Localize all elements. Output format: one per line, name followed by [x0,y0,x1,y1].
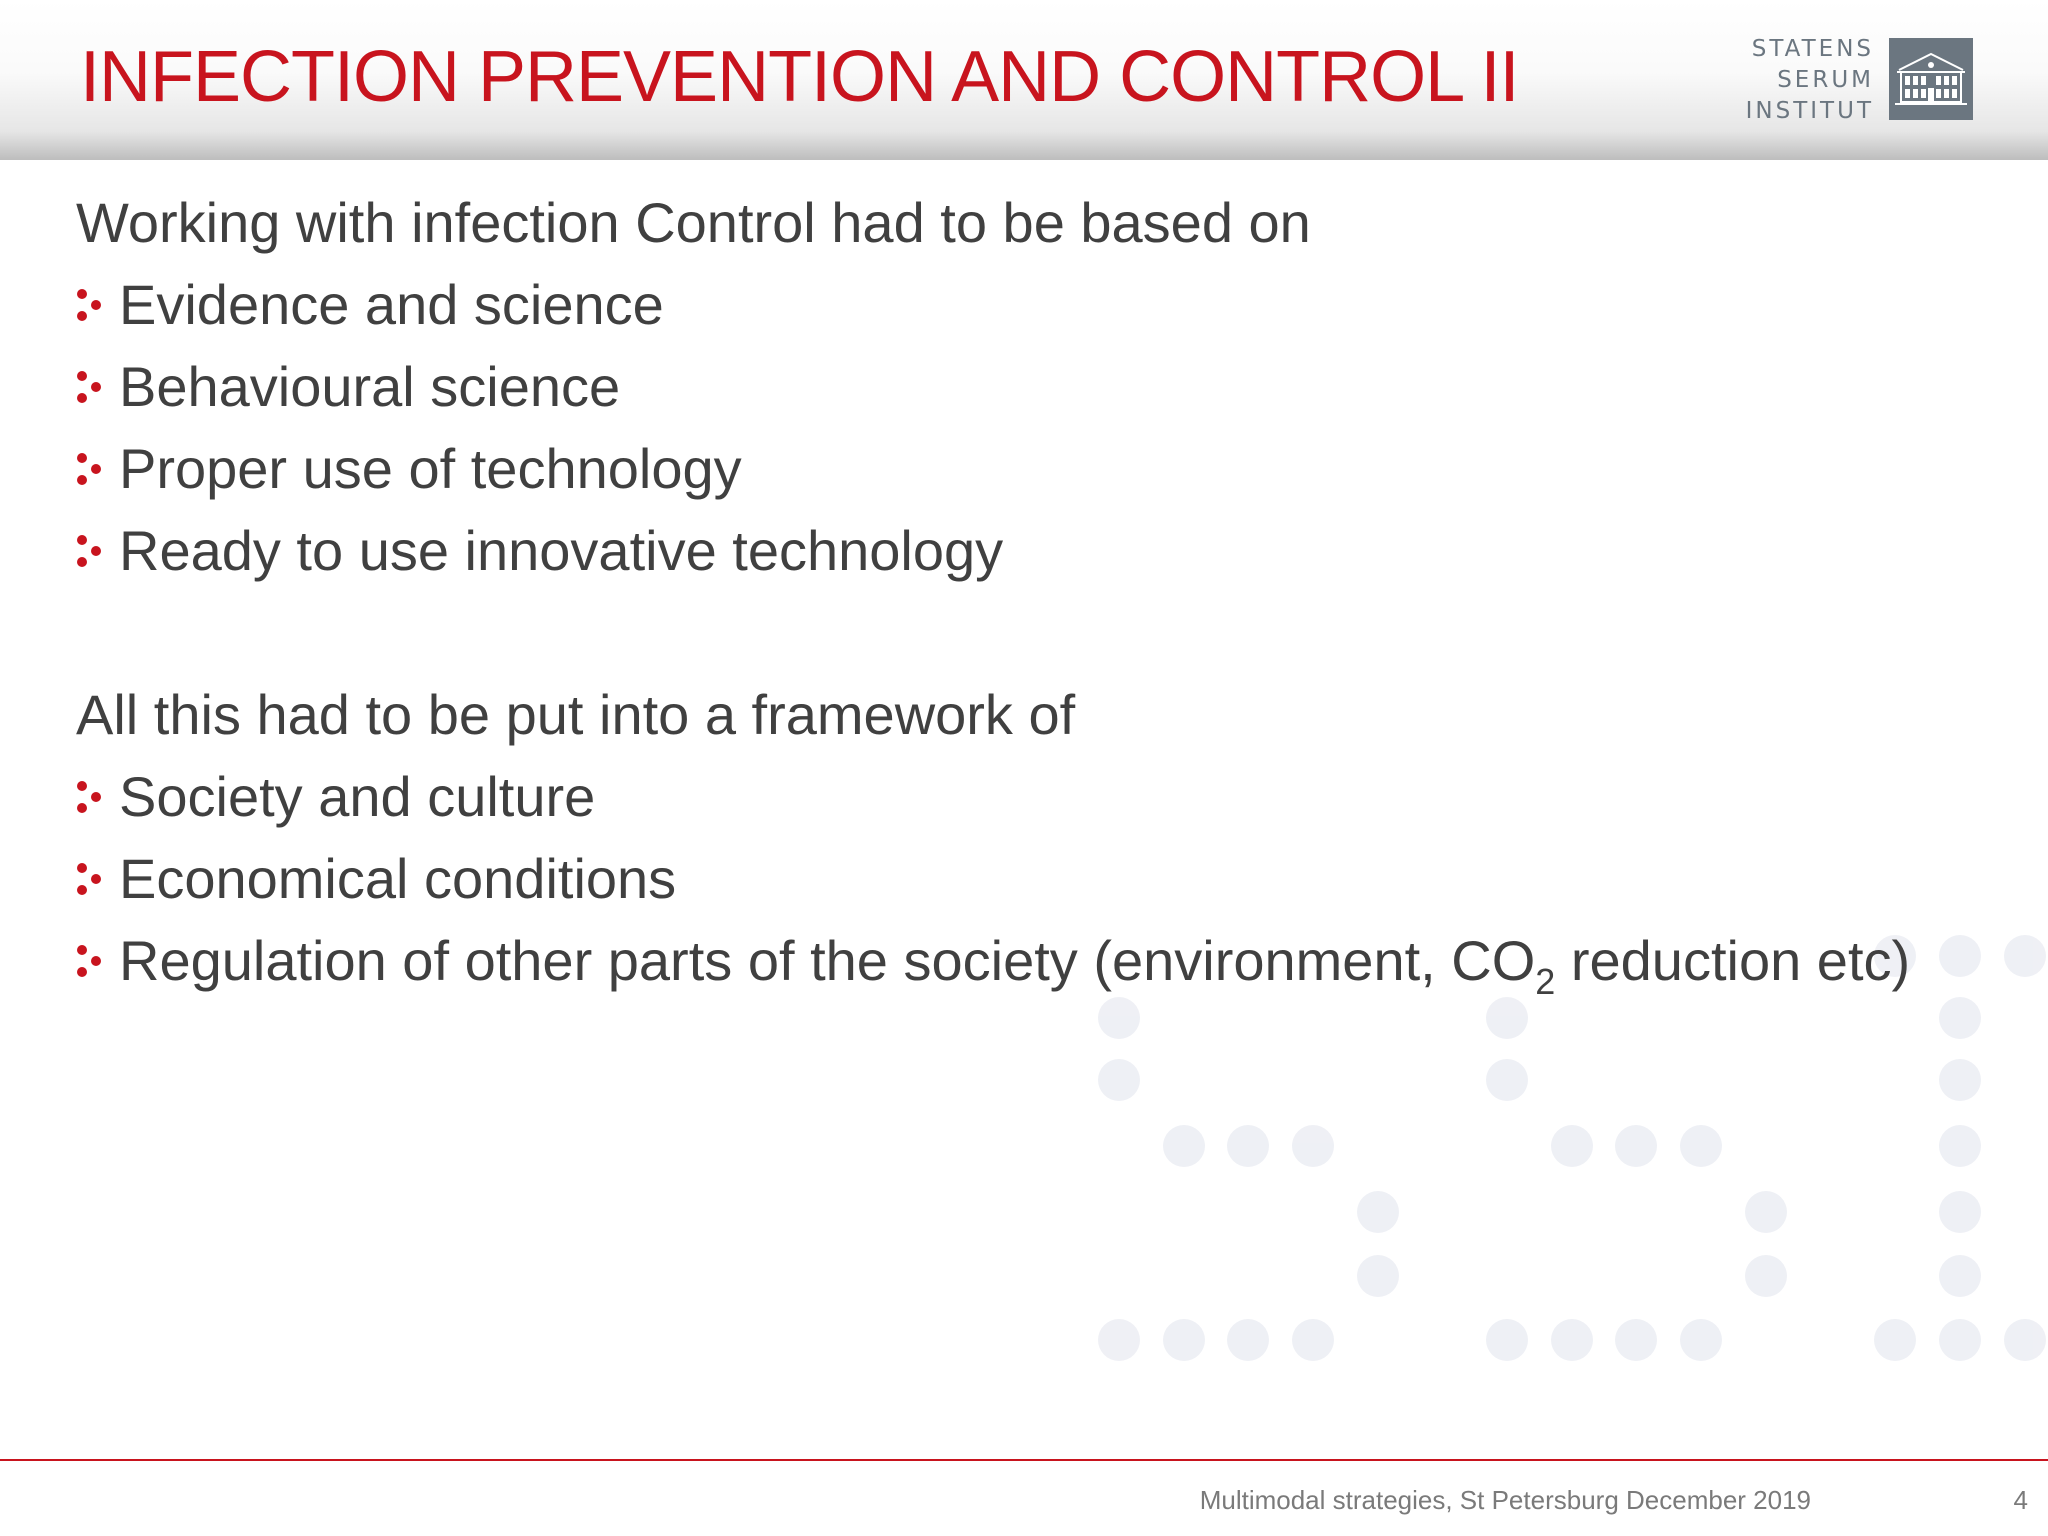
list-item-text: Regulation of other parts of the society (environment, CO [119,929,1536,992]
building-icon [1889,38,1973,120]
list-item-text: Ready to use innovative technology [119,519,1004,582]
slide-body [76,182,1910,1002]
footer-divider [0,1459,2048,1461]
list-item-text: Behavioural science [119,355,621,418]
intro-text: Working with infection Control had to be based on [76,191,1311,254]
logo-line: SERUM [1777,67,1874,93]
list-item [76,838,1910,920]
list-item-text: Economical conditions [119,847,677,910]
list-item-text: Society and culture [119,765,596,828]
logo-text [1746,34,1874,127]
co2-subscript: 2 [1535,961,1556,1002]
bullet-icon [76,944,102,978]
page-number: 4 [2013,1485,2028,1515]
logo-line: INSTITUT [1745,98,1874,124]
intro-text: All this had to be put into a framework of [76,683,1076,746]
list-item-text: Proper use of technology [119,437,742,500]
list-item-text: Evidence and science [119,273,664,336]
bullet-icon [76,288,102,322]
bullet-icon [76,534,102,568]
slide-title: INFECTION PREVENTION AND CONTROL II [80,37,1519,117]
bullet-icon [76,370,102,404]
list-item [76,756,1910,838]
slide-header [0,0,2048,160]
bullet-icon [76,452,102,486]
bullet-icon [76,780,102,814]
list-item [76,346,1910,428]
bullet-icon [76,862,102,896]
list-item-text: reduction etc) [1555,929,1911,992]
spacer [76,592,1910,674]
logo-line: STATENS [1751,36,1874,62]
list-item [76,428,1910,510]
list-item [76,264,1910,346]
footer-caption: Multimodal strategies, St Petersburg December 2019 [1199,1485,1811,1515]
list-item [76,920,1910,1002]
list-item [76,510,1910,592]
